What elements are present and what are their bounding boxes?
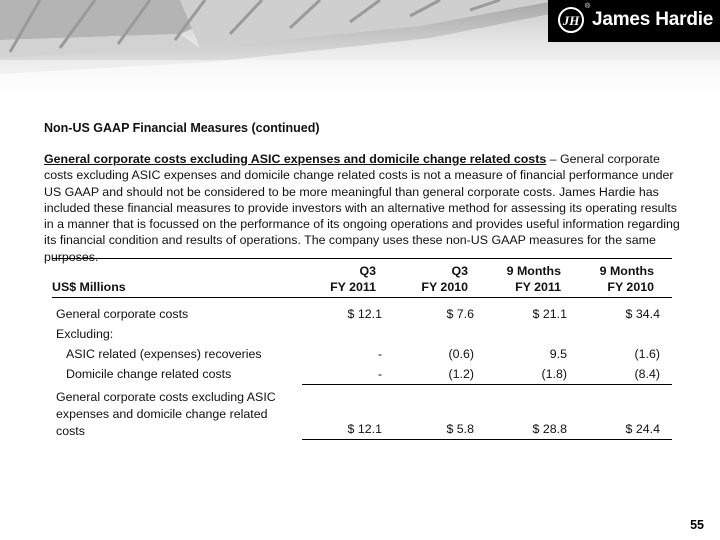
cell-value: $ 5.8	[394, 385, 486, 440]
col-header-q3-fy2011-line1: Q3	[359, 264, 376, 278]
paragraph-body: – General corporate costs excluding ASIC expenses and domicile change related costs is not a measure of financial performance under US GAAP and should not be considered to be more meaningful than general corporate costs. James Hardie has included these financial measures to provide investors with an alternative method for assessing its operating results in a manner that is focussed on the performance of its ongoing operations and provides useful information regarding its financial condition and results of operations. The company uses these non-US GAAP measures for the same purposes.	[44, 152, 680, 264]
row-label: ASIC related (expenses) recoveries	[66, 347, 262, 361]
svg-text:JH: JH	[562, 13, 580, 28]
row-label-line1: General corporate costs excluding ASIC	[56, 389, 276, 404]
definition-paragraph	[44, 151, 684, 265]
cell-value: $ 34.4	[625, 307, 660, 321]
col-header-9m-fy2011-line2: FY 2011	[486, 279, 579, 298]
cell-value: (8.4)	[579, 364, 672, 385]
col-header-q3-fy2010-line2: FY 2010	[394, 279, 486, 298]
col-header-9m-fy2010-line1: 9 Months	[599, 264, 654, 278]
col-header-q3-fy2011-line2: FY 2011	[302, 279, 394, 298]
table-row	[52, 344, 672, 364]
col-header-9m-fy2010-line2: FY 2010	[579, 279, 672, 298]
cell-value: $ 12.1	[347, 307, 382, 321]
row-label: Excluding:	[56, 327, 114, 341]
section-title: Non-US GAAP Financial Measures (continued)	[44, 121, 320, 135]
row-label	[52, 385, 302, 440]
cell-value: (0.6)	[448, 347, 474, 361]
cell-value: $ 28.8	[486, 385, 579, 440]
col-header-9m-fy2011-line1: 9 Months	[506, 264, 561, 278]
paragraph-lead: General corporate costs excluding ASIC expenses and domicile change related costs	[44, 152, 547, 166]
table-row	[52, 298, 672, 325]
cell-value: (1.6)	[634, 347, 660, 361]
james-hardie-logo	[548, 0, 720, 42]
table-row	[52, 364, 672, 385]
unit-label: US$ Millions	[52, 279, 302, 298]
col-header-q3-fy2010-line1: Q3	[451, 264, 468, 278]
table-row	[52, 385, 672, 440]
cell-value: -	[377, 347, 382, 361]
cell-value: 9.5	[549, 347, 567, 361]
row-label-line2: expenses and domicile change related costs	[56, 406, 268, 438]
cell-value: $ 12.1	[302, 385, 394, 440]
row-label: Domicile change related costs	[66, 367, 232, 382]
jh-logo-mark-icon	[558, 7, 584, 33]
cell-value: $ 7.6	[446, 307, 474, 321]
cell-value: (1.2)	[394, 364, 486, 385]
financial-table	[52, 258, 672, 440]
row-label: General corporate costs	[56, 307, 189, 321]
cell-value: $ 24.4	[579, 385, 672, 440]
cell-value: $ 21.1	[532, 307, 567, 321]
cell-value: -	[302, 364, 394, 385]
cell-value: (1.8)	[486, 364, 579, 385]
table-row	[52, 324, 672, 344]
registered-mark: ®	[585, 3, 591, 10]
page-number: 55	[690, 518, 704, 532]
brand-name: James Hardie	[592, 9, 714, 30]
